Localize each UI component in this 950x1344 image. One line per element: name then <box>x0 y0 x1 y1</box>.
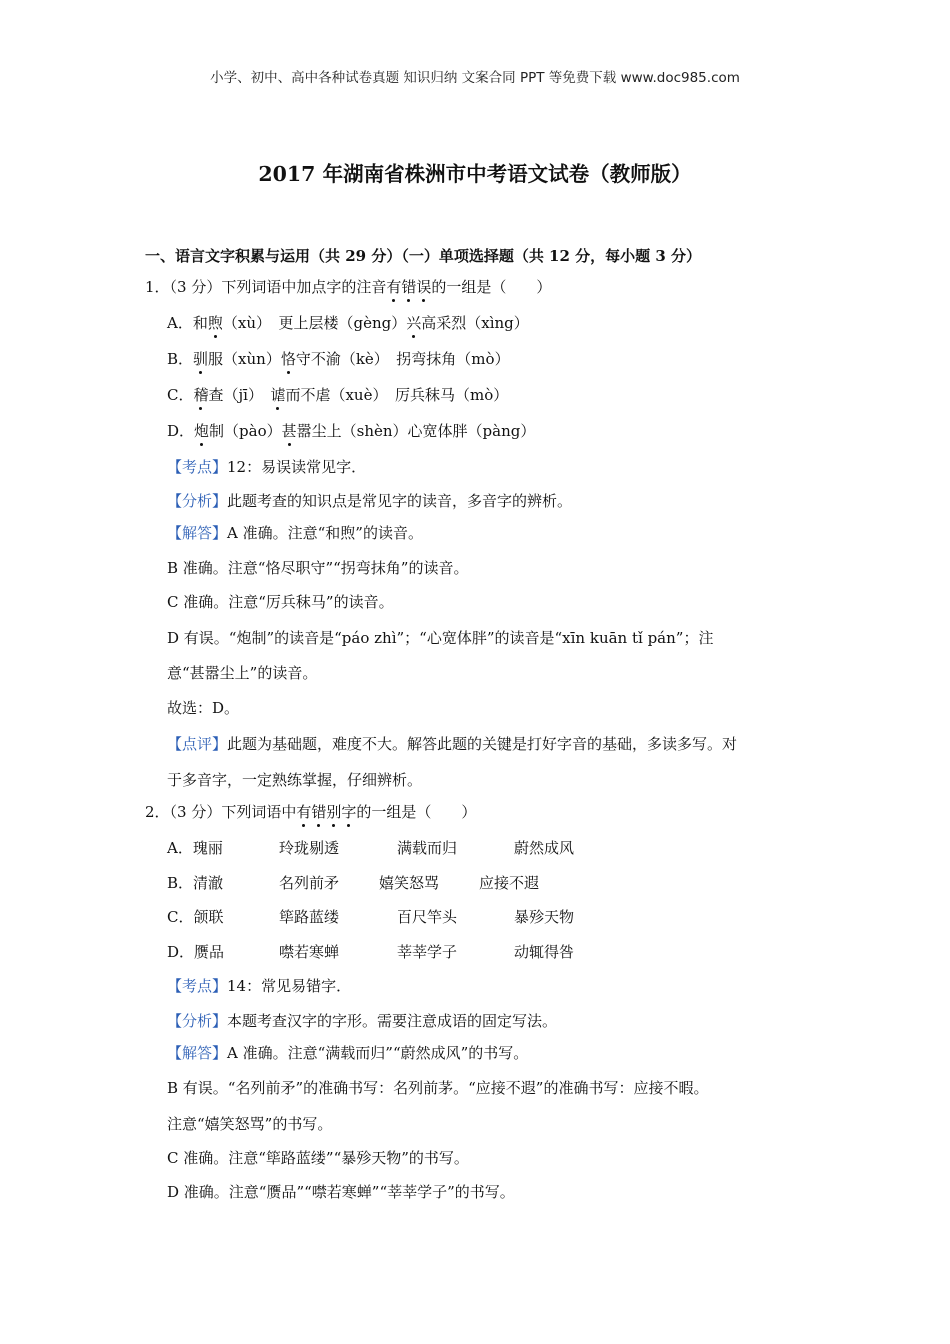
q1-option-a: A．和煦（xù） 更上层楼（gèng）兴高采烈（xìng） <box>167 314 529 332</box>
q1-answer: 故选：D。 <box>167 699 240 717</box>
page-header-banner: 小学、初中、高中各种试卷真题 知识归纳 文案合同 PPT 等免费下载 www.doc985.com <box>210 70 740 86</box>
q1-fenxi: 【分析】此题考查的知识点是常见字的读音，多音字的辨析。 <box>167 492 573 510</box>
q2-option-a: A．瑰丽 玲珑剔透 满载而归 蔚然成风 <box>167 839 575 857</box>
page-title: 2017 年湖南省株洲市中考语文试卷（教师版） <box>258 162 692 186</box>
q2-option-c: C．颌联 筚路蓝缕 百尺竿头 暴殄天物 <box>167 908 575 926</box>
q2-jieda-line: C 准确。注意“筚路蓝缕”“暴殄天物”的书写。 <box>167 1149 469 1167</box>
q1-stem: 1．（3 分）下列词语中加点字的注音有错误的一组是（ ） <box>145 278 552 296</box>
q2-kaodian: 【考点】14：常见易错字． <box>167 977 352 995</box>
q1-kaodian: 【考点】12：易误读常见字． <box>167 458 367 476</box>
q1-jieda-line: C 准确。注意“厉兵秣马”的读音。 <box>167 593 394 611</box>
q1-option-d: D．炮制（pào）甚嚣尘上（shèn）心宽体胖（pàng） <box>167 422 536 440</box>
q1-jieda-line: D 有误。“炮制”的读音是“páo zhì”；“心宽体胖”的读音是“xīn kuān tǐ pán”；注 <box>167 629 714 647</box>
q2-jieda-line: 注意“嬉笑怒骂”的书写。 <box>167 1115 333 1133</box>
q2-option-b: B．清澈 名列前矛 嬉笑怒骂 应接不遐 <box>167 874 540 892</box>
q1-jieda: 【解答】A 准确。注意“和煦”的读音。 <box>167 524 423 542</box>
q2-jieda: 【解答】A 准确。注意“满载而归”“蔚然成风”的书写。 <box>167 1044 529 1062</box>
q1-jieda-line: B 准确。注意“恪尽职守”“拐弯抹角”的读音。 <box>167 559 469 577</box>
q1-dianping: 【点评】此题为基础题，难度不大。解答此题的关键是打好字音的基础，多读多写。对 <box>167 735 738 753</box>
q2-fenxi: 【分析】本题考查汉字的字形。需要注意成语的固定写法。 <box>167 1012 558 1030</box>
q1-dianping-line: 于多音字，一定熟练掌握，仔细辨析。 <box>167 771 423 789</box>
q1-option-b: B．驯服（xùn）恪守不渝（kè） 拐弯抹角（mò） <box>167 350 510 368</box>
q2-jieda-line: B 有误。“名列前矛”的准确书写：名列前茅。“应接不遐”的准确书写：应接不暇。 <box>167 1079 709 1097</box>
q2-option-d: D．赝品 噤若寒蝉 莘莘学子 动辄得咎 <box>167 943 575 961</box>
q2-stem: 2．（3 分）下列词语中有错别字的一组是（ ） <box>145 803 477 821</box>
q1-jieda-line: 意“甚嚣尘上”的读音。 <box>167 664 318 682</box>
section-heading: 一、语言文字积累与运用（共 29 分）（一）单项选择题（共 12 分，每小题 3 分） <box>145 247 702 265</box>
q2-jieda-line: D 准确。注意“赝品”“噤若寒蝉”“莘莘学子”的书写。 <box>167 1183 515 1201</box>
q1-option-c: C．稽查（jī） 谑而不虐（xuè） 厉兵秣马（mò） <box>167 386 509 404</box>
